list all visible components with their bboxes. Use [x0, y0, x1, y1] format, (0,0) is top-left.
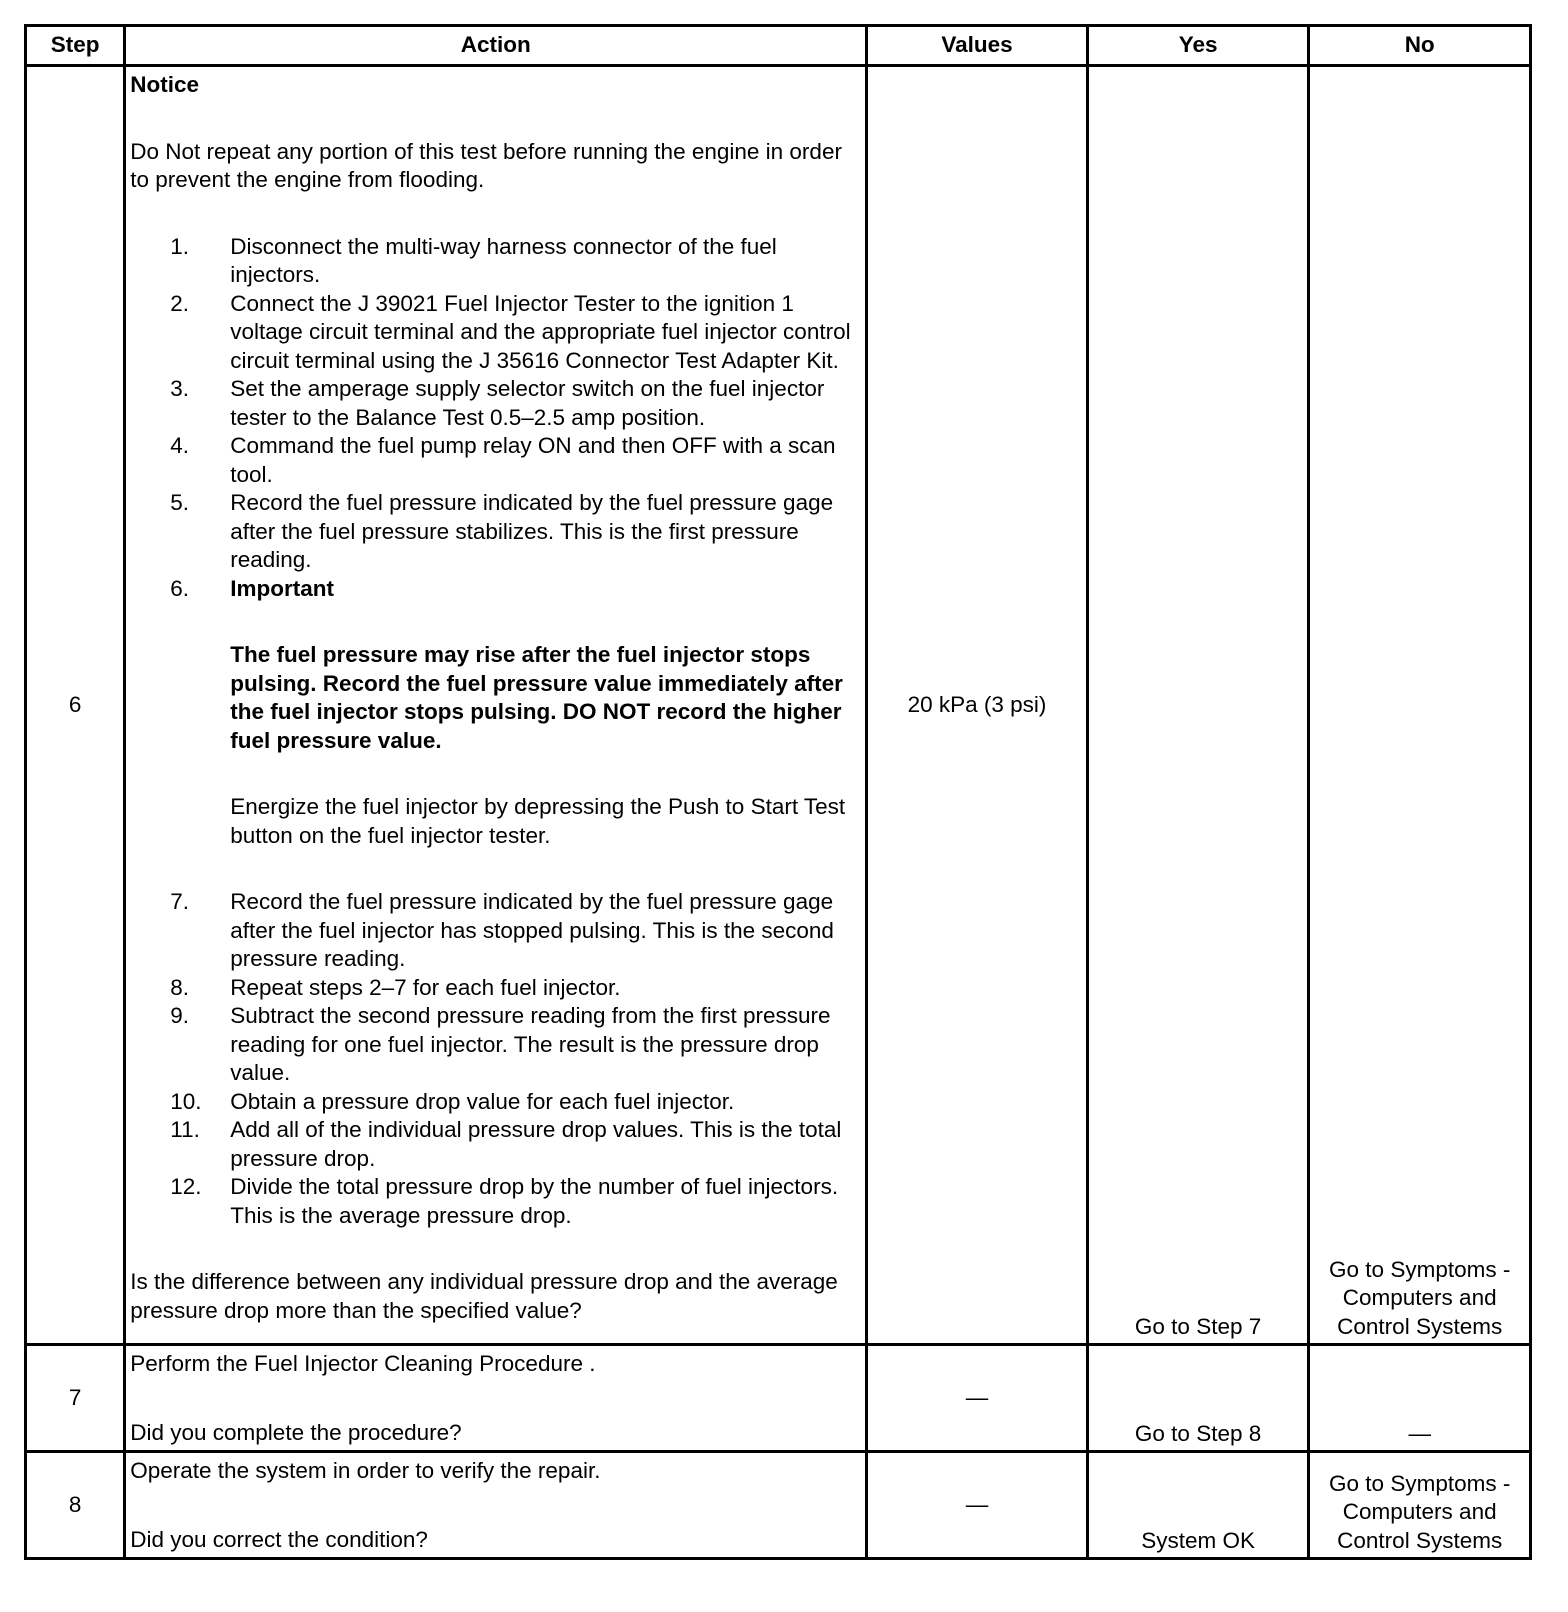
step-number: 6 — [26, 66, 125, 1345]
list-item-number: 11. — [170, 1117, 200, 1142]
yes-link[interactable]: Go to Step 8 — [1134, 1420, 1262, 1446]
action-cell — [125, 1345, 867, 1452]
values-cell: — — [867, 1345, 1088, 1452]
list-item-text: Add all of the individual pressure drop values. This is the total pressure drop. — [230, 1117, 842, 1171]
list-item-number: 10. — [170, 1088, 202, 1114]
list-item — [130, 1002, 861, 1088]
list-item — [130, 290, 861, 376]
list-item-text: Record the fuel pressure indicated by the fuel pressure gage after the fuel injector has stopped pulsing. This is the second pressure reading. — [230, 889, 834, 971]
values-cell: 20 kPa (3 psi) — [867, 66, 1088, 1345]
yes-link[interactable]: System OK — [1141, 1527, 1255, 1553]
header-values: Values — [867, 26, 1088, 66]
no-cell — [1309, 1452, 1531, 1559]
list-item-number: 9. — [170, 1003, 190, 1028]
list-item-number: 2. — [170, 290, 190, 316]
list-item — [130, 1088, 861, 1117]
table-row-step-6 — [26, 66, 1531, 1345]
list-item — [130, 888, 861, 974]
list-item — [130, 1116, 861, 1173]
list-item-text: Disconnect the multi-way harness connector of the fuel injectors. — [230, 233, 777, 287]
action-cell — [125, 66, 867, 1345]
yes-link[interactable]: Go to Step 7 — [1134, 1313, 1262, 1339]
list-item — [130, 432, 861, 489]
table-row-step-7 — [26, 1345, 1531, 1452]
list-item-text: Command the fuel pump relay ON and then OFF with a scan tool. — [230, 433, 836, 487]
no-cell — [1309, 66, 1531, 1345]
list-item-number: 6. — [170, 575, 190, 601]
diagnostic-table — [24, 24, 1532, 1560]
header-row — [26, 26, 1531, 66]
list-item-text: Subtract the second pressure reading from the first pressure reading for one fuel injector. The result is the pressure drop value. — [230, 1003, 831, 1085]
table-row-step-8 — [26, 1452, 1531, 1559]
values-cell: — — [867, 1452, 1088, 1559]
list-item-text: Obtain a pressure drop value for each fuel injector. — [230, 1088, 735, 1114]
notice-text: Do Not repeat any portion of this test before running the engine in order to prevent the engine from flooding. — [130, 138, 842, 192]
no-cell: — — [1309, 1345, 1531, 1452]
step-question: Did you complete the procedure? — [130, 1419, 462, 1445]
yes-cell — [1087, 1452, 1309, 1559]
header-yes: Yes — [1087, 26, 1309, 66]
procedure-list-continued — [130, 888, 861, 1230]
list-item-number: 8. — [170, 974, 190, 1000]
list-item — [130, 489, 861, 575]
list-item-text: Important — [230, 575, 334, 601]
list-item-number: 3. — [170, 376, 190, 401]
list-item-number: 1. — [170, 233, 190, 259]
header-action: Action — [125, 26, 867, 66]
no-link[interactable]: Go to Symptoms - Computers and Control Systems — [1329, 1470, 1511, 1553]
yes-cell — [1087, 1345, 1309, 1452]
list-item-number: 4. — [170, 433, 190, 458]
header-no: No — [1309, 26, 1531, 66]
notice-title: Notice — [130, 72, 200, 97]
list-item-text: Record the fuel pressure indicated by the fuel pressure gage after the fuel pressure stabilizes. This is the first pressure reading. — [230, 490, 834, 572]
list-item — [130, 233, 861, 290]
no-link[interactable]: Go to Symptoms - Computers and Control Systems — [1329, 1256, 1511, 1339]
step-question: Is the difference between any individual pressure drop and the average pressure drop more than the specified value? — [130, 1269, 838, 1323]
step-question: Did you correct the condition? — [130, 1526, 428, 1552]
important-note — [130, 641, 861, 850]
procedure-list — [130, 233, 861, 604]
list-item — [130, 575, 861, 604]
list-item-text: Set the amperage supply selector switch on the fuel injector tester to the Balance Test 0.5–2.5 amp position. — [230, 376, 825, 430]
yes-cell — [1087, 66, 1309, 1345]
list-item-text: Divide the total pressure drop by the number of fuel injectors. This is the average pressure drop. — [230, 1174, 839, 1228]
list-item-text: Repeat steps 2–7 for each fuel injector. — [230, 974, 621, 1000]
action-text: Operate the system in order to verify the repair. — [130, 1458, 601, 1483]
list-item — [130, 974, 861, 1003]
list-item-number: 5. — [170, 490, 190, 515]
list-item — [130, 1173, 861, 1230]
list-item-number: 7. — [170, 889, 190, 914]
action-text[interactable]: Perform the Fuel Injector Cleaning Procedure . — [130, 1351, 596, 1376]
header-step: Step — [26, 26, 125, 66]
list-item-number: 12. — [170, 1174, 202, 1199]
list-item-text: Connect the J 39021 Fuel Injector Tester to the ignition 1 voltage circuit terminal and the appropriate fuel injector control circuit terminal using the J 35616 Connector Test Adapter Kit. — [230, 290, 851, 373]
list-item — [130, 375, 861, 432]
energize-text: Energize the fuel injector by depressing the Push to Start Test button on the fuel injector tester. — [230, 794, 846, 848]
step-number: 7 — [26, 1345, 125, 1452]
step-number: 8 — [26, 1452, 125, 1559]
important-text: The fuel pressure may rise after the fuel injector stops pulsing. Record the fuel pressure value immediately after the fuel injector stops pulsing. DO NOT record the higher fuel pressure value. — [230, 642, 843, 753]
action-cell — [125, 1452, 867, 1559]
